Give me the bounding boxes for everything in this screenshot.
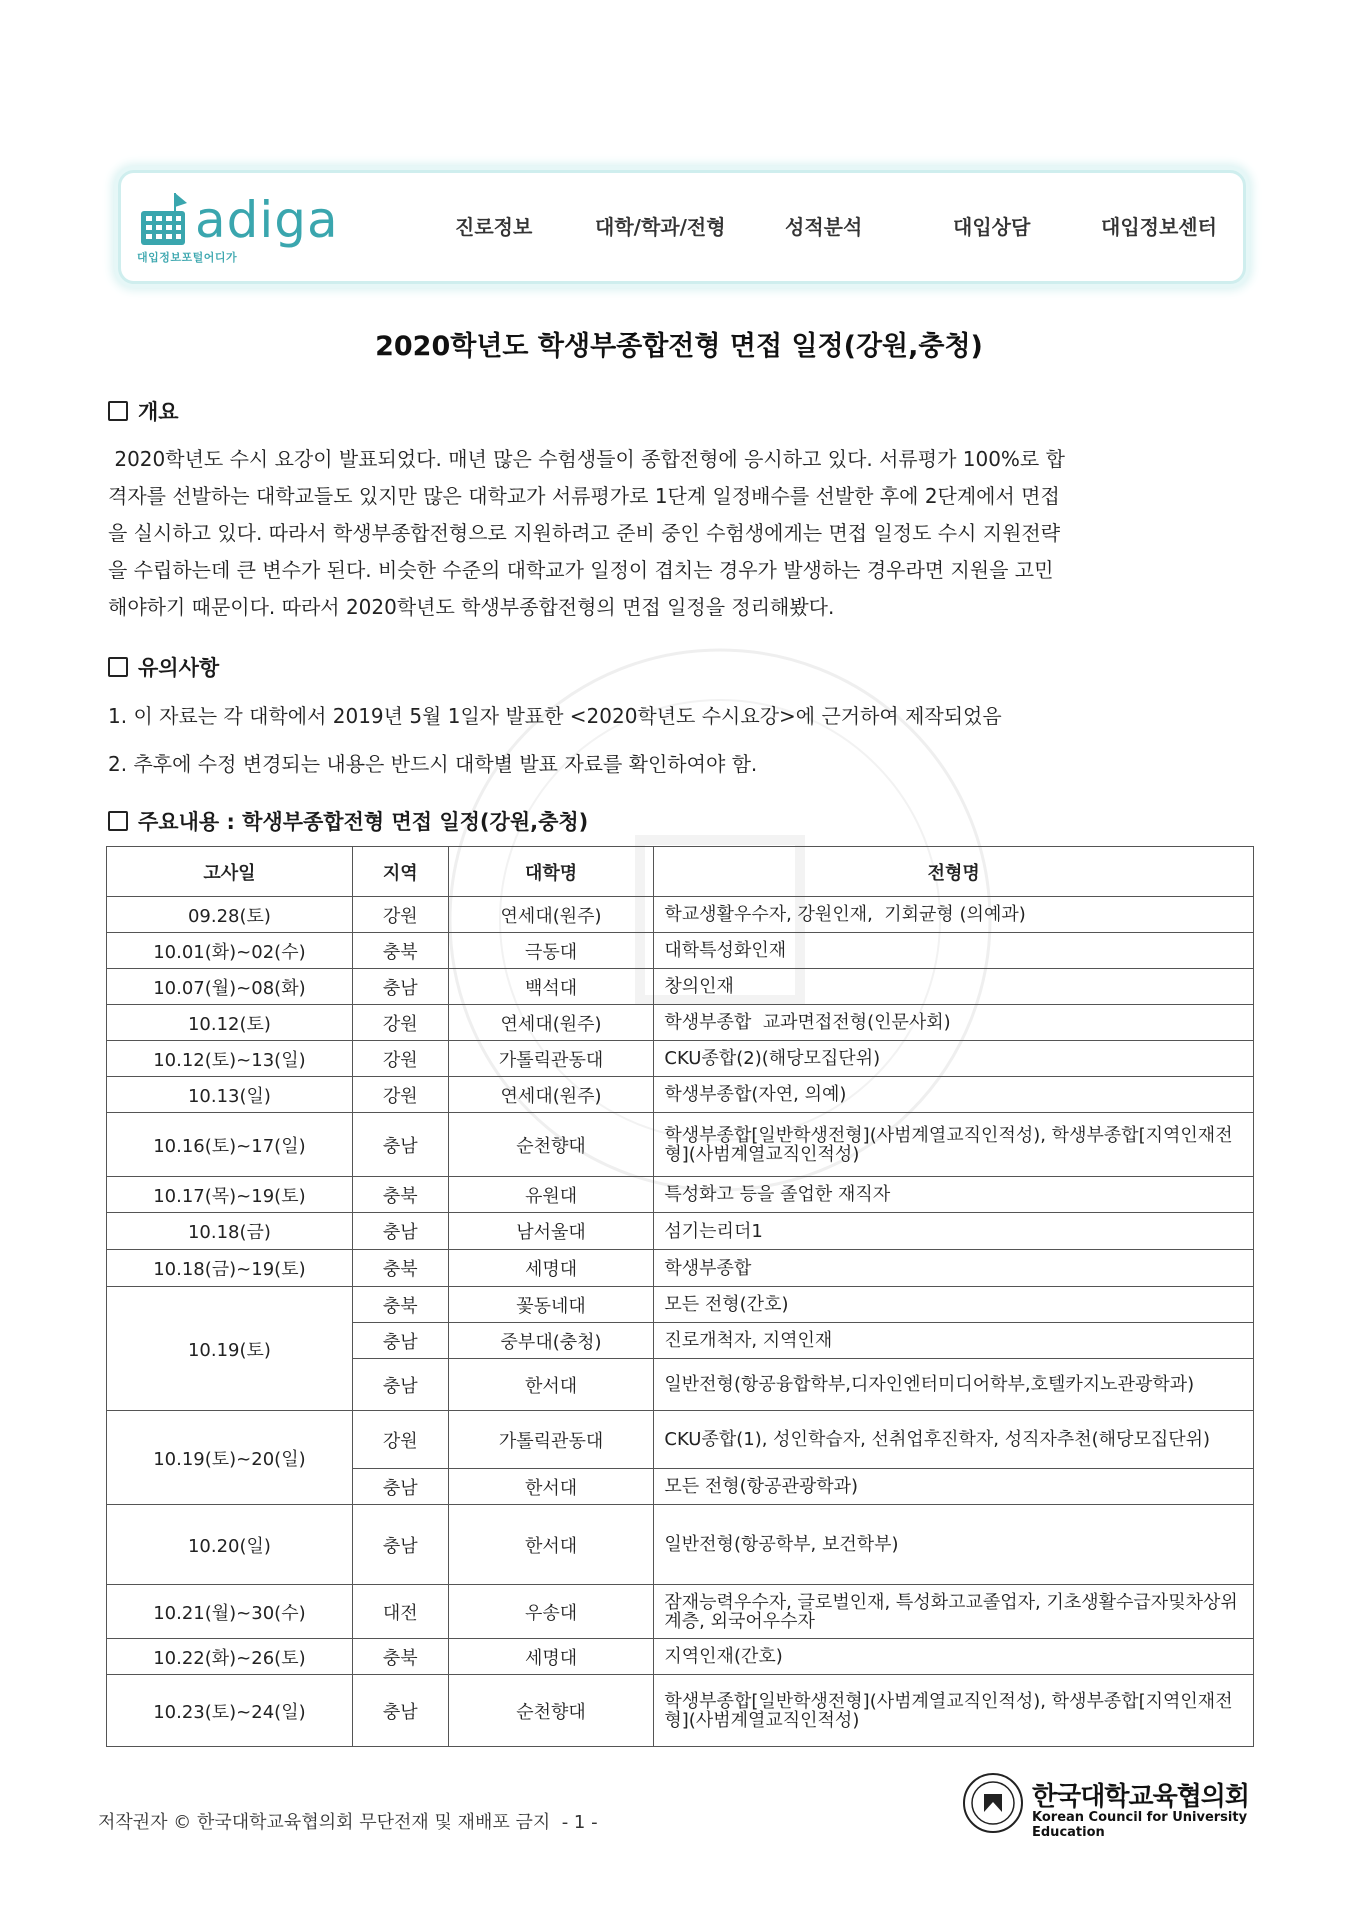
cell-region: 대전 <box>352 1585 448 1639</box>
cell-region: 충북 <box>352 1177 448 1213</box>
cell-region: 강원 <box>352 897 448 933</box>
cell-region: 충남 <box>352 1323 448 1359</box>
overview-line: 2020학년도 수시 요강이 발표되었다. 매년 많은 수험생들이 종합전형에 응시하고 있다. 서류평가 100%로 합 <box>108 447 1065 471</box>
cell-region: 충북 <box>352 1250 448 1287</box>
table-row <box>107 1505 1254 1585</box>
overview-line: 격자를 선발하는 대학교들도 있지만 많은 대학교가 서류평가로 1단계 일정배수를 선발한 후에 2단계에서 면접 <box>108 484 1060 508</box>
cell-university: 세명대 <box>448 1639 654 1675</box>
checkbox-icon <box>108 401 128 421</box>
table-row <box>107 1675 1254 1747</box>
cell-admission-type: 창의인재 <box>654 969 1254 1005</box>
cell-region: 충남 <box>352 969 448 1005</box>
cell-region: 충북 <box>352 1639 448 1675</box>
cell-admission-type: 학교생활우수자, 강원인재, 기회균형 (의예과) <box>654 897 1254 933</box>
kcue-seal-icon <box>962 1772 1024 1834</box>
col-header-admission-type: 전형명 <box>654 847 1254 897</box>
cell-region: 충남 <box>352 1469 448 1505</box>
cell-date: 10.18(금)~19(토) <box>107 1250 353 1287</box>
cell-date: 10.20(일) <box>107 1505 353 1585</box>
cell-university: 가톨릭관동대 <box>448 1411 654 1469</box>
cell-admission-type: 학생부종합[일반학생전형](사범계열교직인적성), 학생부종합[지역인재전형](사범계열교직인적성) <box>654 1113 1254 1177</box>
cell-date: 10.19(토) <box>107 1287 353 1411</box>
kcue-logo <box>962 1772 1272 1840</box>
table-row <box>107 1411 1254 1469</box>
kcue-english-name: Korean Council for University Education <box>1032 1810 1248 1840</box>
cell-university: 가톨릭관동대 <box>448 1041 654 1077</box>
cell-date: 10.12(토)~13(일) <box>107 1041 353 1077</box>
cell-admission-type: CKU종합(1), 성인학습자, 선취업후진학자, 성직자추천(해당모집단위) <box>654 1411 1254 1469</box>
table-row <box>107 969 1254 1005</box>
main-heading-text: 주요내용 : 학생부종합전형 면접 일정(강원,충청) <box>138 810 589 834</box>
logo-wordmark: adiga <box>195 191 339 249</box>
nav-admission-counsel[interactable]: 대입상담 <box>953 215 1031 239</box>
col-header-date: 고사일 <box>107 847 353 897</box>
cell-date: 10.19(토)~20(일) <box>107 1411 353 1505</box>
overview-heading <box>108 396 179 426</box>
table-row <box>107 1077 1254 1113</box>
logo-subtitle: 대입정보포털어디가 <box>137 251 238 264</box>
cell-admission-type: 모든 전형(항공관광학과) <box>654 1469 1254 1505</box>
nav-score-analysis[interactable]: 성적분석 <box>785 215 863 239</box>
cell-admission-type: 모든 전형(간호) <box>654 1287 1254 1323</box>
cell-region: 강원 <box>352 1041 448 1077</box>
cell-date: 10.23(토)~24(일) <box>107 1675 353 1747</box>
cell-date: 10.16(토)~17(일) <box>107 1113 353 1177</box>
cell-region: 충북 <box>352 1287 448 1323</box>
cell-date: 10.01(화)~02(수) <box>107 933 353 969</box>
cell-date: 09.28(토) <box>107 897 353 933</box>
schedule-table <box>106 846 1254 1747</box>
cell-university: 연세대(원주) <box>448 897 654 933</box>
checkbox-icon <box>108 657 128 677</box>
cell-date: 10.21(월)~30(수) <box>107 1585 353 1639</box>
cell-university: 순천향대 <box>448 1113 654 1177</box>
overview-line: 을 수립하는데 큰 변수가 된다. 비슷한 수준의 대학교가 일정이 겹치는 경우가 발생하는 경우라면 지원을 고민 <box>108 558 1054 582</box>
kcue-name: 한국대학교육협의회 <box>1032 1782 1250 1812</box>
cell-university: 한서대 <box>448 1505 654 1585</box>
cell-admission-type: 학생부종합(자연, 의예) <box>654 1077 1254 1113</box>
overview-line: 해야하기 때문이다. 따라서 2020학년도 학생부종합전형의 면접 일정을 정리해봤다. <box>108 595 835 619</box>
nav-univ-major-admission[interactable]: 대학/학과/전형 <box>595 215 726 239</box>
table-row <box>107 1585 1254 1639</box>
overview-paragraph <box>108 441 1258 626</box>
cell-admission-type: CKU종합(2)(해당모집단위) <box>654 1041 1254 1077</box>
table-row <box>107 933 1254 969</box>
cell-region: 강원 <box>352 1005 448 1041</box>
cell-university: 연세대(원주) <box>448 1005 654 1041</box>
cell-region: 충남 <box>352 1213 448 1250</box>
cell-region: 강원 <box>352 1411 448 1469</box>
overview-heading-text: 개요 <box>138 400 179 424</box>
cell-admission-type: 학생부종합[일반학생전형](사범계열교직인적성), 학생부종합[지역인재전형](사범계열교직인적성) <box>654 1675 1254 1747</box>
cell-date: 10.13(일) <box>107 1077 353 1113</box>
col-header-university: 대학명 <box>448 847 654 897</box>
cell-university: 연세대(원주) <box>448 1077 654 1113</box>
cell-date: 10.07(월)~08(화) <box>107 969 353 1005</box>
table-row <box>107 1639 1254 1675</box>
overview-line: 을 실시하고 있다. 따라서 학생부종합전형으로 지원하려고 준비 중인 수험생에게는 면접 일정도 수시 지원전략 <box>108 521 1061 545</box>
cell-university: 꽃동네대 <box>448 1287 654 1323</box>
copyright-notice: 저작권자 © 한국대학교육협의회 무단전재 및 재배포 금지 - 1 - <box>98 1812 598 1833</box>
cell-admission-type: 지역인재(간호) <box>654 1639 1254 1675</box>
building-icon <box>137 191 191 247</box>
cell-university: 세명대 <box>448 1250 654 1287</box>
cell-university: 유원대 <box>448 1177 654 1213</box>
notes-heading-text: 유의사항 <box>138 656 220 680</box>
table-row <box>107 897 1254 933</box>
cell-region: 충남 <box>352 1359 448 1411</box>
cell-university: 순천향대 <box>448 1675 654 1747</box>
adiga-logo[interactable] <box>133 187 363 269</box>
nav-admission-info-center[interactable]: 대입정보센터 <box>1101 215 1217 239</box>
cell-university: 백석대 <box>448 969 654 1005</box>
site-banner <box>118 170 1246 284</box>
cell-admission-type: 잠재능력우수자, 글로벌인재, 특성화고교졸업자, 기초생활수급자및차상위계층, 외국어우수자 <box>654 1585 1254 1639</box>
cell-admission-type: 일반전형(항공학부, 보건학부) <box>654 1505 1254 1585</box>
cell-admission-type: 특성화고 등을 졸업한 재직자 <box>654 1177 1254 1213</box>
cell-university: 남서울대 <box>448 1213 654 1250</box>
table-row <box>107 1287 1254 1323</box>
cell-admission-type: 학생부종합 교과면접전형(인문사회) <box>654 1005 1254 1041</box>
cell-region: 강원 <box>352 1077 448 1113</box>
cell-region: 충북 <box>352 933 448 969</box>
cell-region: 충남 <box>352 1113 448 1177</box>
nav-career-info[interactable]: 진로정보 <box>455 215 533 239</box>
table-row <box>107 1005 1254 1041</box>
cell-admission-type: 대학특성화인재 <box>654 933 1254 969</box>
table-row <box>107 1113 1254 1177</box>
main-heading <box>108 806 588 836</box>
cell-date: 10.12(토) <box>107 1005 353 1041</box>
cell-date: 10.17(목)~19(토) <box>107 1177 353 1213</box>
table-row <box>107 1213 1254 1250</box>
cell-admission-type: 학생부종합 <box>654 1250 1254 1287</box>
cell-university: 한서대 <box>448 1469 654 1505</box>
cell-university: 우송대 <box>448 1585 654 1639</box>
table-row <box>107 1250 1254 1287</box>
cell-region: 충남 <box>352 1675 448 1747</box>
cell-region: 충남 <box>352 1505 448 1585</box>
note-item: 2. 추후에 수정 변경되는 내용은 반드시 대학별 발표 자료를 확인하여야 함. <box>108 752 758 776</box>
page-title: 2020학년도 학생부종합전형 면접 일정(강원,충청) <box>375 331 983 362</box>
table-header-row <box>107 847 1254 897</box>
cell-admission-type: 진로개척자, 지역인재 <box>654 1323 1254 1359</box>
note-item: 1. 이 자료는 각 대학에서 2019년 5월 1일자 발표한 <2020학년도 수시요강>에 근거하여 제작되었음 <box>108 704 1002 728</box>
cell-university: 극동대 <box>448 933 654 969</box>
col-header-region: 지역 <box>352 847 448 897</box>
table-row <box>107 1041 1254 1077</box>
cell-university: 한서대 <box>448 1359 654 1411</box>
notes-heading <box>108 652 219 682</box>
cell-university: 중부대(충청) <box>448 1323 654 1359</box>
cell-admission-type: 일반전형(항공융합학부,디자인엔터미디어학부,호텔카지노관광학과) <box>654 1359 1254 1411</box>
table-row <box>107 1177 1254 1213</box>
cell-date: 10.22(화)~26(토) <box>107 1639 353 1675</box>
cell-date: 10.18(금) <box>107 1213 353 1250</box>
cell-admission-type: 섬기는리더1 <box>654 1213 1254 1250</box>
checkbox-icon <box>108 811 128 831</box>
